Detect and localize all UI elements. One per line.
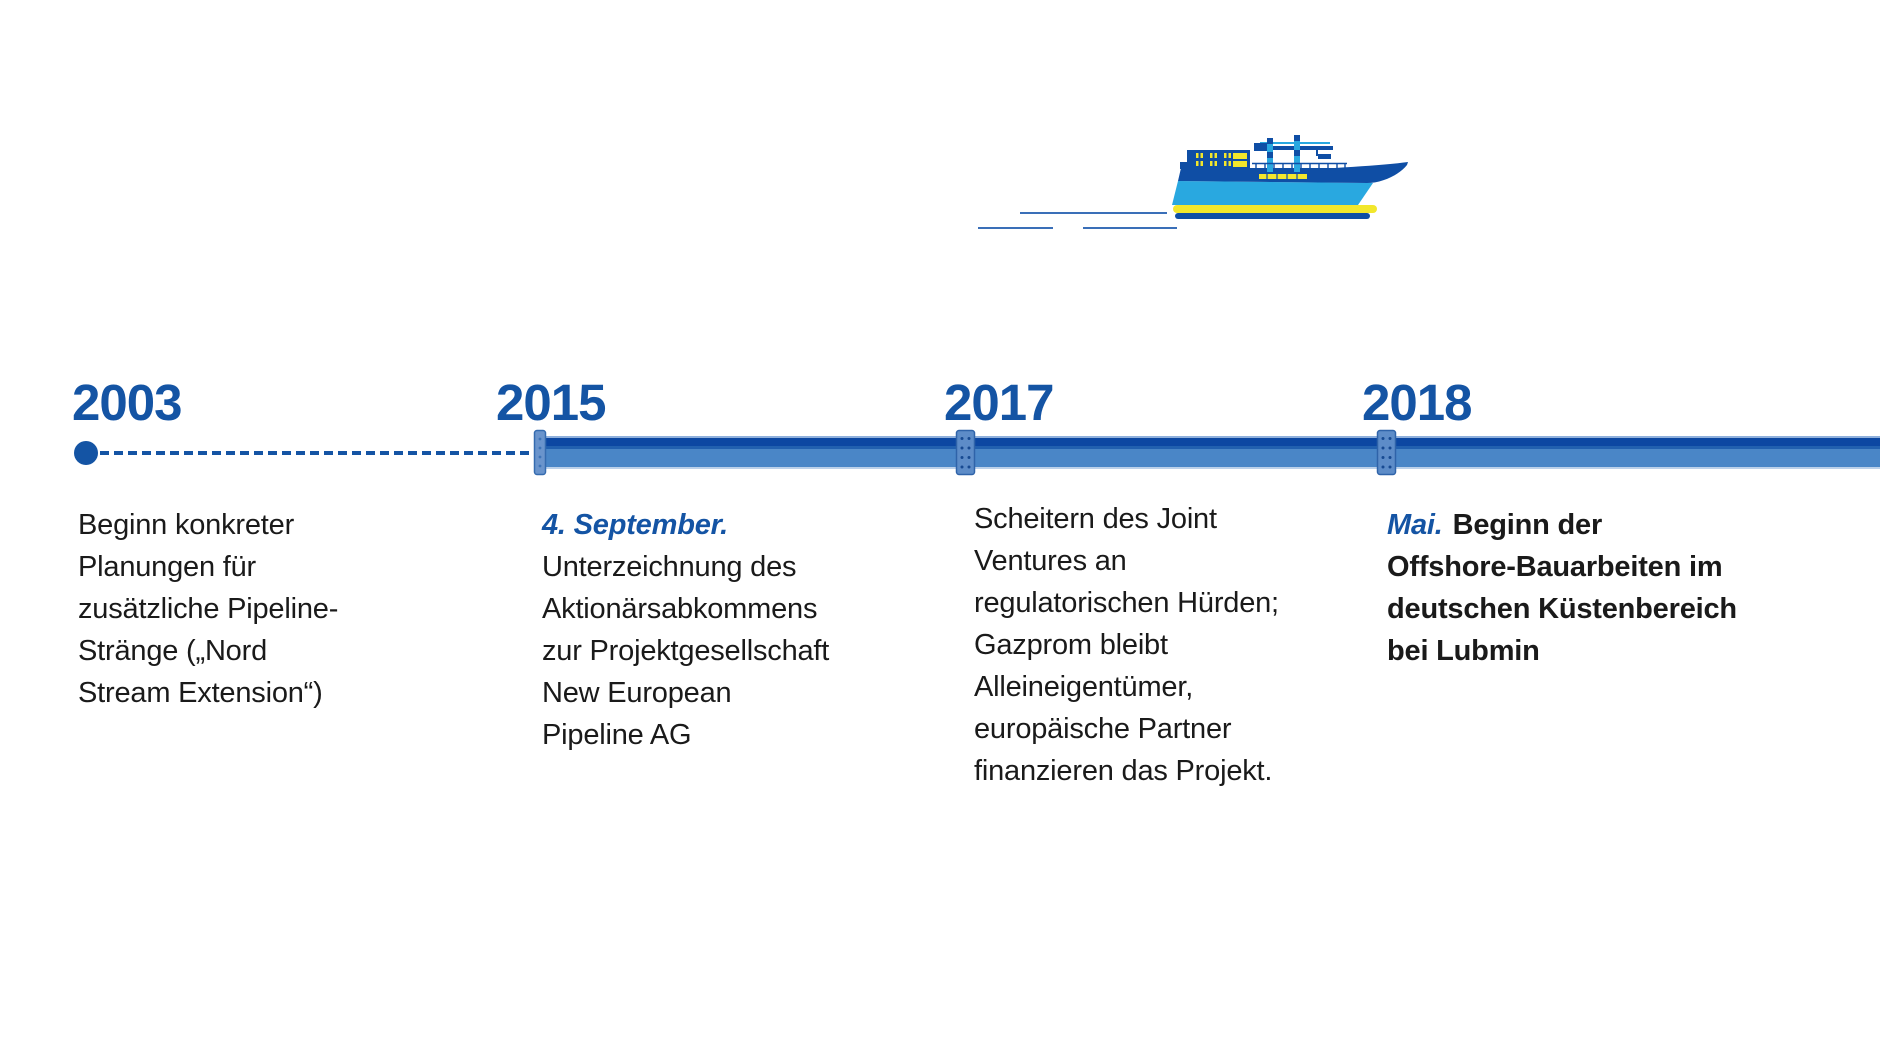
pipelay-vessel-illustration — [975, 108, 1415, 233]
event-text-2018 — [1387, 504, 1737, 672]
ship-cabin — [1180, 150, 1250, 170]
year-label-2018: 2018 — [1362, 374, 1472, 431]
event-body-2017: Scheitern des Joint Ventures an regulatorischen Hürden; Gazprom bleibt Alleineigentümer, europäische Partner finanzieren das Projekt. — [974, 503, 1279, 787]
timeline-start-dot — [74, 441, 98, 465]
event-body-2003: Beginn konkreter Planungen für zusätzliche Pipeline- Stränge („Nord Stream Extension“) — [78, 509, 339, 709]
year-label-2015: 2015 — [496, 374, 606, 431]
event-body-2018: Beginn der Offshore-Bauarbeiten im deutschen Küstenbereich bei Lubmin — [1387, 509, 1737, 667]
event-text-2015 — [542, 504, 829, 756]
event-date-2015: 4. September. — [542, 509, 728, 541]
timeline-dashed-line — [100, 451, 536, 455]
pipe-joint-2017 — [955, 429, 976, 476]
event-text-2017 — [974, 498, 1279, 792]
pipe-joint-2018 — [1376, 429, 1397, 476]
pipe-end-flange — [533, 429, 547, 476]
ship-crane — [1254, 135, 1333, 173]
year-label-2003: 2003 — [72, 374, 182, 431]
pipeline-bar — [537, 436, 1880, 469]
event-body-2015: Unterzeichnung des Aktionärsabkommens zur Projektgesellschaft New European Pipeline AG — [542, 551, 830, 751]
water-lines — [978, 213, 1177, 228]
event-date-2018: Mai. — [1387, 509, 1443, 541]
event-text-2003 — [78, 504, 338, 714]
ship-hull — [1172, 162, 1408, 219]
year-label-2017: 2017 — [944, 374, 1054, 431]
